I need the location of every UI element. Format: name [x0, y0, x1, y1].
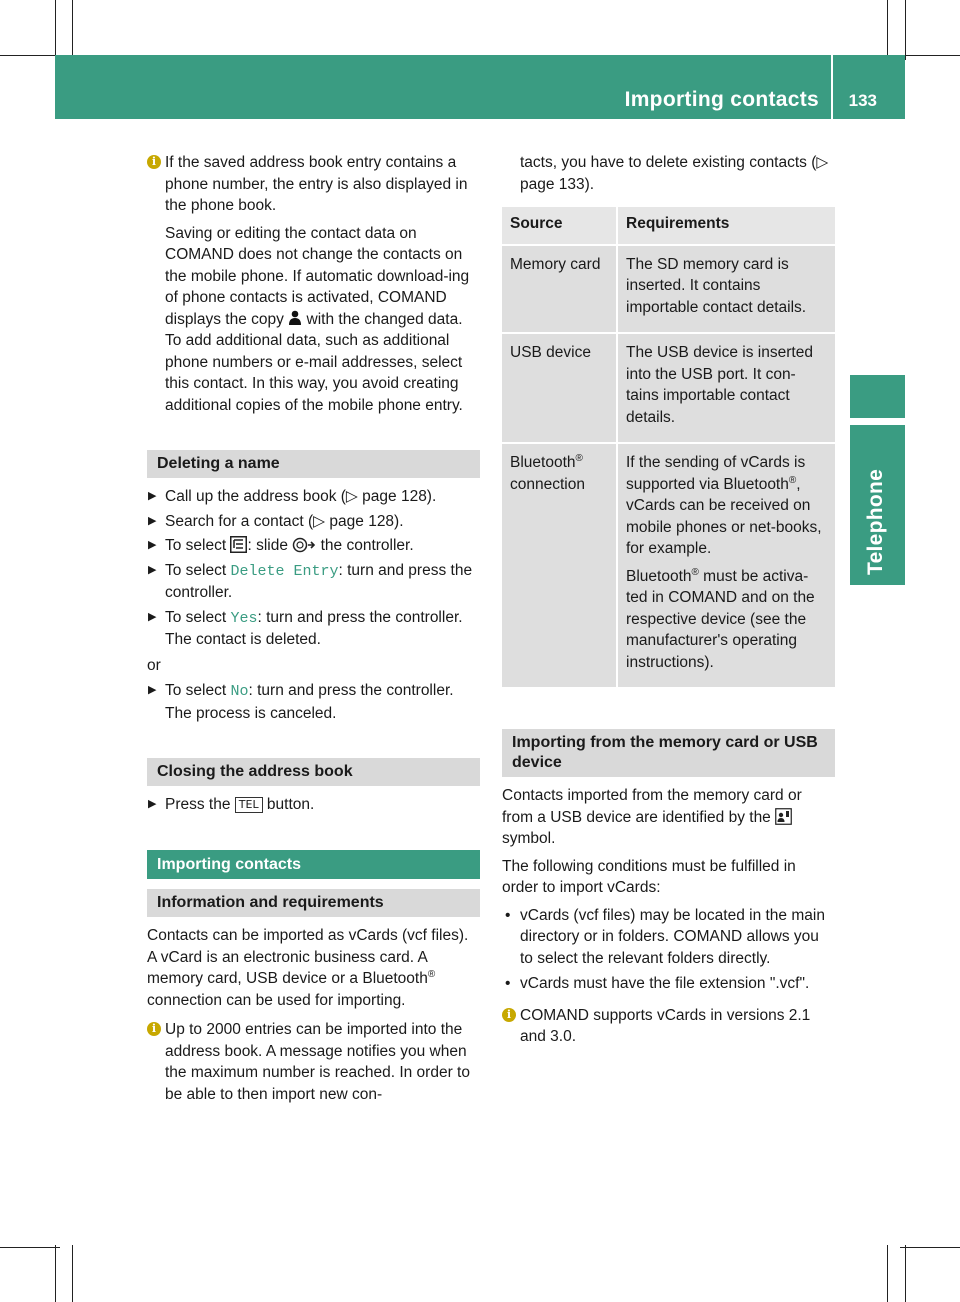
side-tab-label: Telephone: [864, 468, 887, 575]
right-column: [502, 152, 835, 1054]
table-cell: The USB device is inserted into the USB port. It con-tains importable contact details.: [617, 333, 835, 443]
info-text: Up to 2000 entries can be imported into the address book. A message notifies you when the maximum number is reached. In order to be able to then import new con-: [165, 1021, 470, 1103]
table-cell: USB device: [502, 333, 617, 443]
table-cell: Bluetooth® connection: [502, 443, 617, 688]
registered-mark: ®: [575, 452, 583, 464]
person-copy-icon: [288, 310, 302, 326]
body-paragraph: Contacts imported from the memory card or from a USB device are identified by the symbol.: [502, 787, 802, 847]
side-tab: [850, 425, 905, 585]
menu-item-no: No: [230, 683, 249, 700]
menu-item-delete-entry: Delete Entry: [230, 562, 339, 580]
table-row: [502, 245, 835, 334]
header-divider: [831, 55, 833, 119]
crop-mark: [905, 1245, 906, 1302]
table-header: Requirements: [617, 207, 835, 245]
info-note: [147, 152, 480, 416]
imported-contact-icon: [775, 808, 792, 825]
crop-mark: [72, 1245, 73, 1302]
info-note: [502, 1005, 835, 1048]
arrow-icon: ▶: [148, 514, 157, 527]
info-icon: i: [502, 1008, 516, 1022]
crop-mark: [55, 0, 56, 60]
page-number: 133: [848, 91, 877, 110]
section-heading-importing: Importing contacts: [147, 850, 480, 880]
crop-mark: [900, 1247, 960, 1248]
table-header-row: [502, 207, 835, 245]
options-menu-icon: [230, 536, 247, 553]
crop-mark: [55, 1245, 56, 1302]
arrow-icon: ▶: [148, 539, 157, 551]
step-item: ▶ Search for a contact (▷ page 128).: [147, 511, 480, 533]
info-text-continued: tacts, you have to delete existing contacts (▷ page 133).: [520, 154, 829, 193]
info-text: COMAND supports vCards in versions 2.1 and 3.0.: [520, 1006, 811, 1045]
page-header: [55, 55, 905, 119]
crop-mark: [900, 55, 960, 56]
body-paragraph: The following conditions must be fulfilled in order to import vCards:: [502, 857, 796, 896]
side-tab-marker: [850, 375, 905, 418]
section-heading-import-memory: Importing from the memory card or USB device: [502, 729, 835, 777]
left-column: [147, 152, 480, 1111]
page-title: Importing contacts: [624, 88, 819, 111]
table-header: Source: [502, 207, 617, 245]
step-item: ▶ To select No: turn and press the controller. The process is canceled.: [148, 682, 454, 722]
crop-mark: [72, 0, 73, 60]
requirements-table: [502, 207, 835, 689]
info-icon: i: [147, 1022, 161, 1036]
crop-mark: [0, 1247, 60, 1248]
bullet-icon: •: [505, 906, 511, 924]
body-paragraph: Contacts can be imported as vCards (vcf files). A vCard is an electronic business card. A memory card, USB device or a Bluetooth® connection can be used for importing.: [147, 927, 469, 1009]
tel-key-icon: TEL: [235, 797, 263, 813]
table-row: [502, 333, 835, 443]
bullet-item: • vCards (vcf files) may be located in the main directory or in folders. COMAND allows you to select the relevant folders directly.: [505, 906, 825, 967]
crop-mark: [887, 0, 888, 60]
registered-mark: ®: [788, 474, 797, 486]
menu-item-yes: Yes: [230, 609, 258, 627]
or-text: or: [147, 656, 161, 674]
arrow-icon: ▶: [148, 490, 157, 502]
section-heading-deleting: Deleting a name: [147, 450, 480, 478]
section-heading-closing: Closing the address book: [147, 758, 480, 786]
section-heading-info-req: Information and requirements: [147, 889, 480, 917]
crop-mark: [0, 55, 60, 56]
table-cell: If the sending of vCards is supported via Bluetooth®, vCards can be received on mobile phones or net-books, for example. Bluetooth® must be activa-ted in COMAND and on the respective device (see the manufacturer's operating instructions).: [617, 443, 835, 688]
arrow-icon: ▶: [148, 610, 157, 623]
registered-mark: ®: [691, 566, 699, 578]
info-text: If the saved address book entry contains a phone number, the entry is also displayed in the phone book.: [165, 154, 468, 214]
table-cell: Memory card: [502, 245, 617, 334]
info-text: Saving or editing the contact data on COMAND does not change the contacts on the mobile phone. If automatic download-ing of phone contacts is activated, COMAND displays the copy with the changed data. To add additional data, such as additional phone numbers or e-mail addresses, select this contact. In this way, you avoid creating additional copies of the mobile phone entry.: [165, 224, 470, 414]
crop-mark: [887, 1245, 888, 1302]
registered-mark: ®: [427, 968, 436, 980]
arrow-icon: ▶: [148, 684, 157, 696]
step-item: ▶ Press the TEL button.: [147, 794, 480, 816]
crop-mark: [905, 0, 906, 60]
step-item: ▶ To select : slide the controller.: [147, 535, 480, 557]
arrow-icon: ▶: [148, 798, 157, 810]
step-item: ▶ Call up the address book (▷ page 128).: [147, 486, 480, 508]
step-item: ▶ To select Yes: turn and press the controller. The contact is deleted.: [148, 608, 463, 648]
info-note: [147, 1019, 480, 1105]
table-row: [502, 443, 835, 688]
controller-slide-icon: [292, 537, 316, 553]
step-item: ▶ To select Delete Entry: turn and press the controller.: [148, 561, 473, 601]
bullet-item: • vCards must have the file extension ".vcf".: [502, 973, 835, 995]
arrow-icon: ▶: [148, 563, 157, 576]
bullet-icon: •: [505, 975, 511, 992]
info-icon: i: [147, 155, 161, 169]
table-cell: The SD memory card is inserted. It contains importable contact details.: [617, 245, 835, 334]
